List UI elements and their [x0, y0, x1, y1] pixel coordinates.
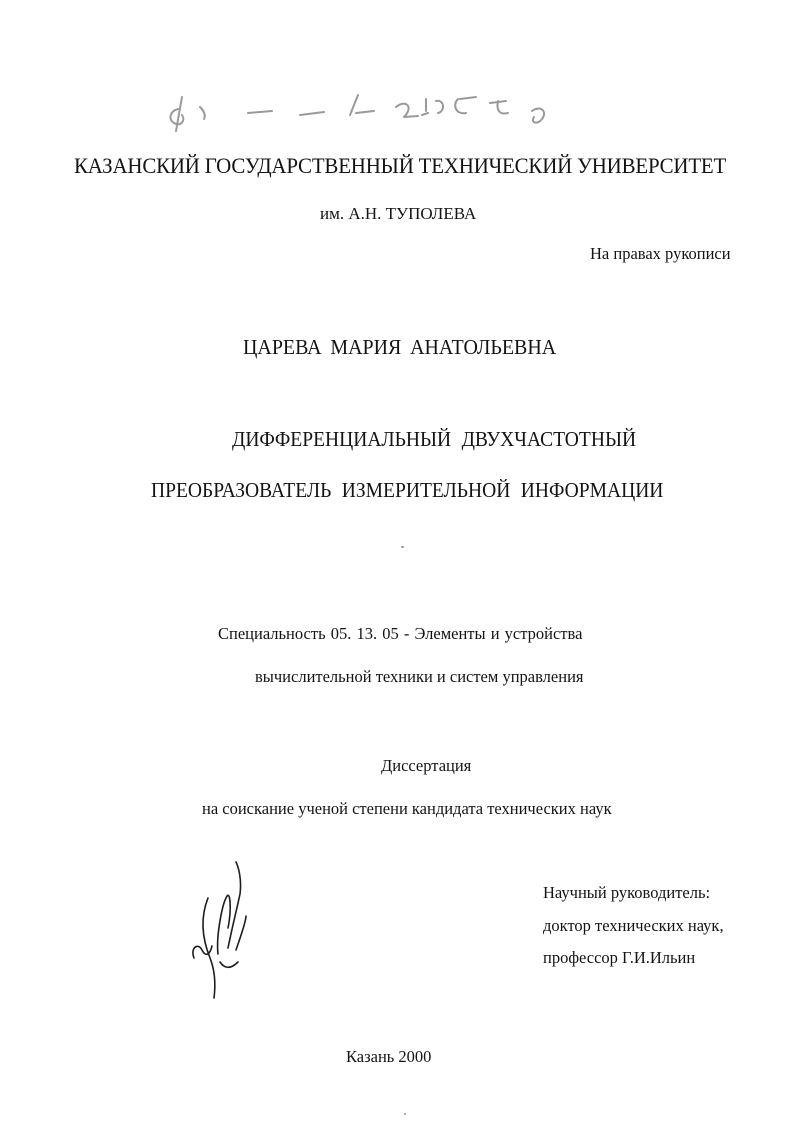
dissertation-title-line-2: ПРЕОБРАЗОВАТЕЛЬ ИЗМЕРИТЕЛЬНОЙ ИНФОРМАЦИИ — [151, 478, 664, 502]
city-year: Казань 2000 — [346, 1047, 432, 1066]
university-named-after: им. А.Н. ТУПОЛЕВА — [320, 204, 477, 223]
scan-speck — [401, 546, 404, 548]
scan-speck — [404, 1113, 406, 1115]
handwritten-archive-note — [160, 85, 570, 145]
signature — [180, 858, 260, 1008]
rights-note: На правах рукописи — [590, 244, 731, 263]
author-name: ЦАРЕВА МАРИЯ АНАТОЛЬЕВНА — [243, 335, 557, 359]
specialty-line-1: Специальность 05. 13. 05 - Элементы и устройства — [218, 624, 583, 643]
university-name: КАЗАНСКИЙ ГОСУДАРСТВЕННЫЙ ТЕХНИЧЕСКИЙ УНИВЕРСИТЕТ — [74, 153, 727, 178]
work-type: Диссертация — [381, 756, 472, 775]
degree-statement: на соискание ученой степени кандидата технических наук — [202, 799, 612, 818]
supervisor-degree: доктор технических наук, — [543, 916, 724, 935]
handwritten-note-text: Б1-2/Г 2/05-3 — [160, 143, 166, 144]
specialty-line-2: вычислительной техники и систем управления — [255, 667, 584, 686]
dissertation-title-line-1: ДИФФЕРЕНЦИАЛЬНЫЙ ДВУХЧАСТОТНЫЙ — [232, 427, 637, 451]
supervisor-name: профессор Г.И.Ильин — [543, 948, 696, 967]
supervisor-label: Научный руководитель: — [543, 883, 711, 902]
